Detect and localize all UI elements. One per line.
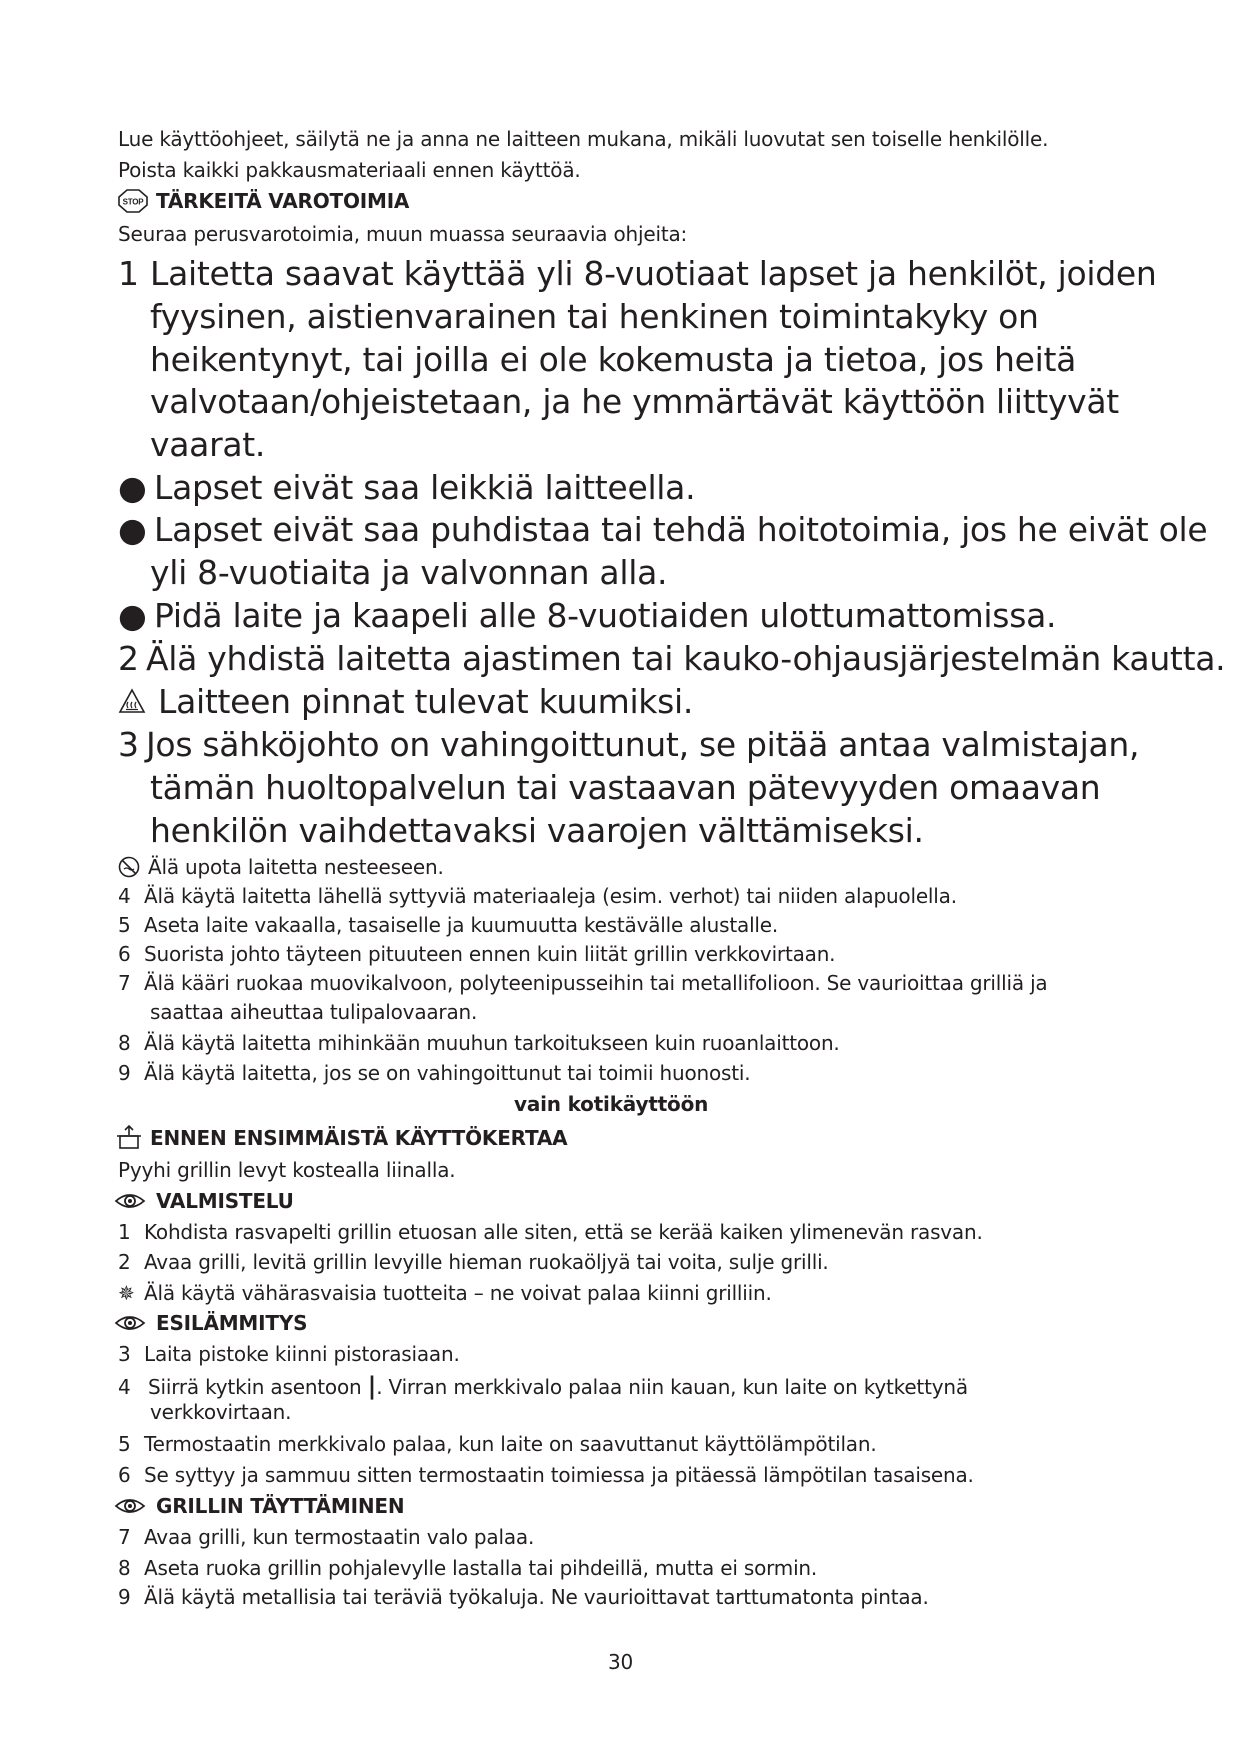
preparation-item-1 <box>118 1220 983 1244</box>
item-number: 3 <box>118 1342 131 1366</box>
safety-item-8 <box>118 1031 840 1055</box>
safety-item-4 <box>118 884 957 908</box>
hot-surface-warning <box>118 682 693 721</box>
item-text: Laitetta saavat käyttää yli 8-vuotiaat lapset ja henkilöt, joiden <box>150 254 1157 293</box>
preparation-tip <box>118 1281 772 1305</box>
eye-icon <box>114 1191 146 1211</box>
bullet-icon: ● <box>118 510 147 549</box>
safety-item-1-line-4: valvotaan/ohjeistetaan, ja he ymmärtävät käyttöön liittyvät <box>150 382 1119 421</box>
safety-item-3-line-1 <box>118 725 1139 764</box>
safety-item-3-line-3: henkilön vaihdettavaksi vaarojen välttämiseksi. <box>150 811 924 850</box>
item-number: 6 <box>118 1463 131 1487</box>
item-text: Avaa grilli, levitä grillin levyille hieman ruokaöljyä tai voita, sulje grilli. <box>144 1250 829 1274</box>
preheating-item-4 <box>118 1372 968 1400</box>
filling-item-7 <box>118 1525 534 1549</box>
filling-item-8 <box>118 1556 817 1580</box>
preheating-item-6 <box>118 1463 974 1487</box>
safety-item-3-line-2: tämän huoltopalvelun tai vastaavan pätevyyden omaavan <box>150 768 1101 807</box>
bullet-text: Lapset eivät saa puhdistaa tai tehdä hoitotoimia, jos he eivät ole <box>154 510 1208 549</box>
eye-icon <box>114 1313 146 1333</box>
safety-bullet-2-cont: yli 8-vuotiaita ja valvonnan alla. <box>150 553 668 592</box>
item-number: 3 <box>118 725 139 764</box>
no-immerse-icon <box>118 856 140 878</box>
tip-star-icon: ✵ <box>118 1281 135 1305</box>
item-text: Kohdista rasvapelti grillin etuosan alle siten, että se kerää kaiken ylimenevän rasvan. <box>144 1220 983 1244</box>
preheating-item-5 <box>118 1432 877 1456</box>
item-number: 2 <box>118 1250 131 1274</box>
item-number: 7 <box>118 971 131 995</box>
bullet-icon: ● <box>118 468 147 507</box>
eye-icon <box>114 1496 146 1516</box>
item-number: 6 <box>118 942 131 966</box>
item-text: Älä kääri ruokaa muovikalvoon, polyteenipusseihin tai metallifolioon. Se vaurioittaa grilliä ja <box>144 971 1048 995</box>
item-number: 4 <box>118 884 131 908</box>
safety-item-7-cont: saattaa aiheuttaa tulipalovaaran. <box>150 1000 478 1024</box>
item-text: Älä käytä laitetta lähellä syttyviä materiaaleja (esim. verhot) tai niiden alapuolella. <box>144 884 957 908</box>
preparation-item-2 <box>118 1250 829 1274</box>
item-text-cont: . Virran merkkivalo palaa niin kauan, kun laite on kytkettynä <box>376 1375 968 1399</box>
preheating-item-4-cont: verkkovirtaan. <box>150 1400 292 1424</box>
intro-line-2: Poista kaikki pakkausmateriaali ennen käyttöä. <box>118 158 581 182</box>
item-number: 5 <box>118 1432 131 1456</box>
switch-on-symbol: | <box>367 1372 377 1400</box>
safety-heading-row <box>118 189 409 213</box>
safety-item-1-line-5: vaarat. <box>150 425 266 464</box>
before-first-use-heading-row <box>116 1126 567 1150</box>
no-immerse-text: Älä upota laitetta nesteeseen. <box>148 855 444 879</box>
stop-icon-text: STOP <box>122 197 144 206</box>
safety-item-1-line-1 <box>118 254 1157 293</box>
filling-heading-row <box>114 1494 404 1518</box>
item-text: Siirrä kytkin asentoon <box>148 1375 368 1399</box>
filling-heading: GRILLIN TÄYTTÄMINEN <box>156 1494 405 1518</box>
preparation-heading-row <box>114 1189 294 1213</box>
item-number: 9 <box>118 1585 131 1609</box>
safety-heading: TÄRKEITÄ VAROTOIMIA <box>156 189 410 213</box>
before-first-use-heading: ENNEN ENSIMMÄISTÄ KÄYTTÖKERTAA <box>150 1126 568 1150</box>
preheating-heading-row <box>114 1311 307 1335</box>
safety-bullet-2 <box>118 510 1207 549</box>
preheating-heading: ESILÄMMITYS <box>156 1311 308 1335</box>
intro-line-1: Lue käyttöohjeet, säilytä ne ja anna ne laitteen mukana, mikäli luovutat sen toiselle henkilölle. <box>118 127 1049 151</box>
safety-item-7 <box>118 971 1047 995</box>
filling-item-9 <box>118 1585 929 1609</box>
item-number: 8 <box>118 1556 131 1580</box>
preheating-item-3 <box>118 1342 460 1366</box>
safety-item-1-line-3: heikentynyt, tai joilla ei ole kokemusta ja tietoa, jos heitä <box>150 340 1077 379</box>
item-text: Jos sähköjohto on vahingoittunut, se pitää antaa valmistajan, <box>146 725 1140 764</box>
item-number: 4 <box>118 1375 131 1399</box>
preparation-heading: VALMISTELU <box>156 1189 294 1213</box>
item-number: 1 <box>118 1220 131 1244</box>
bullet-icon: ● <box>118 596 147 635</box>
item-number: 9 <box>118 1061 131 1085</box>
before-first-use-text: Pyyhi grillin levyt kostealla liinalla. <box>118 1158 456 1182</box>
item-number: 1 <box>118 254 139 293</box>
item-text: Avaa grilli, kun termostaatin valo palaa. <box>144 1525 535 1549</box>
tip-text: Älä käytä vähärasvaisia tuotteita – ne voivat palaa kiinni grilliin. <box>144 1281 772 1305</box>
unpack-box-icon <box>116 1124 142 1150</box>
safety-subheading: Seuraa perusvarotoimia, muun muassa seuraavia ohjeita: <box>118 222 688 246</box>
safety-item-1-line-2: fyysinen, aistienvarainen tai henkinen toimintakyky on <box>150 297 1039 336</box>
page-number: 30 <box>607 1650 634 1674</box>
item-text: Aseta ruoka grillin pohjalevylle lastalla tai pihdeillä, mutta ei sormin. <box>144 1556 818 1580</box>
stop-icon <box>118 189 148 213</box>
bullet-text: Lapset eivät saa leikkiä laitteella. <box>154 468 696 507</box>
item-text: Älä käytä laitetta, jos se on vahingoittunut tai toimii huonosti. <box>144 1061 751 1085</box>
hot-surface-icon <box>118 688 146 714</box>
item-text: Se syttyy ja sammuu sitten termostaatin toimiessa ja pitäessä lämpötilan tasaisena. <box>144 1463 974 1487</box>
household-use-notice: vain kotikäyttöön <box>514 1092 709 1116</box>
item-text: Älä yhdistä laitetta ajastimen tai kauko-ohjausjärjestelmän kautta. <box>146 639 1226 678</box>
item-number: 5 <box>118 913 131 937</box>
safety-item-9 <box>118 1061 750 1085</box>
item-text: Suorista johto täyteen pituuteen ennen kuin liität grillin verkkovirtaan. <box>144 942 836 966</box>
safety-item-6 <box>118 942 835 966</box>
item-number: 7 <box>118 1525 131 1549</box>
item-text: Termostaatin merkkivalo palaa, kun laite on saavuttanut käyttölämpötilan. <box>144 1432 877 1456</box>
item-text: Älä käytä laitetta mihinkään muuhun tarkoitukseen kuin ruoanlaittoon. <box>144 1031 840 1055</box>
safety-item-5 <box>118 913 778 937</box>
item-number: 2 <box>118 639 139 678</box>
safety-bullet-1 <box>118 468 695 507</box>
item-text: Laita pistoke kiinni pistorasiaan. <box>144 1342 460 1366</box>
bullet-text: Pidä laite ja kaapeli alle 8-vuotiaiden ulottumattomissa. <box>154 596 1057 635</box>
no-immerse-warning <box>118 855 444 879</box>
item-text: Aseta laite vakaalla, tasaiselle ja kuumuutta kestävälle alustalle. <box>144 913 779 937</box>
safety-bullet-3 <box>118 596 1056 635</box>
item-text: Älä käytä metallisia tai teräviä työkaluja. Ne vaurioittavat tarttumatonta pintaa. <box>144 1585 929 1609</box>
item-number: 8 <box>118 1031 131 1055</box>
hot-surface-text: Laitteen pinnat tulevat kuumiksi. <box>158 682 694 721</box>
safety-item-2 <box>118 639 1225 678</box>
